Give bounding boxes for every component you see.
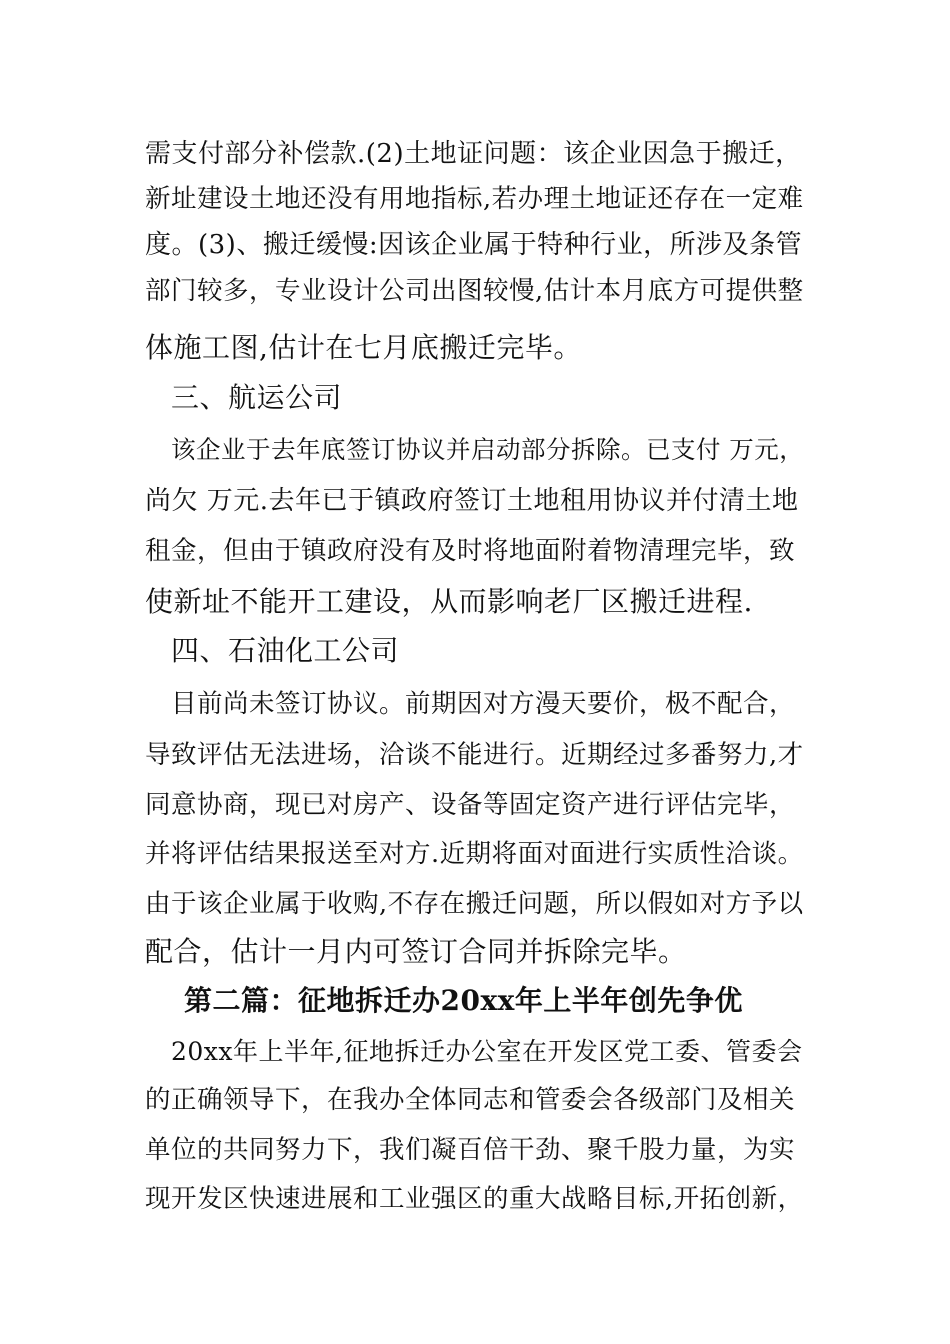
paragraph-line: 尚欠 万元.去年已于镇政府签订土地租用协议并付清土地 <box>145 486 799 516</box>
paragraph-line: 导致评估无法进场，洽谈不能进行。近期经过多番努力,才 <box>145 740 804 770</box>
paragraph-line: 使新址不能开工建设，从而影响老厂区搬迁进程. <box>145 585 753 618</box>
paragraph-line: 租金，但由于镇政府没有及时将地面附着物清理完毕，致 <box>145 536 796 566</box>
paragraph-line: 的正确领导下，在我办全体同志和管委会各级部门及相关 <box>145 1085 796 1115</box>
paragraph-line: 单位的共同努力下，我们凝百倍干劲、聚千股力量，为实 <box>145 1135 796 1165</box>
paragraph-line: 同意协商，现已对房产、设备等固定资产进行评估完毕， <box>145 790 796 820</box>
paragraph-line: 新址建设土地还没有用地指标,若办理土地证还存在一定难 <box>145 184 804 214</box>
paragraph-line: 配合，估计一月内可签订合同并拆除完毕。 <box>145 935 687 968</box>
paragraph-line: 现开发区快速进展和工业强区的重大战略目标,开拓创新， <box>145 1184 804 1214</box>
paragraph-line: 由于该企业属于收购,不存在搬迁问题，所以假如对方予以 <box>145 889 804 919</box>
paragraph-line: 体施工图,估计在七月底搬迁完毕。 <box>145 331 582 364</box>
paragraph-line: 需支付部分补偿款.(2)土地证问题：该企业因急于搬迁， <box>145 139 802 169</box>
paragraph-line: 该企业于去年底签订协议并启动部分拆除。已支付 万元， <box>171 435 805 464</box>
article-title: 第二篇：征地拆迁办20xx年上半年创先争优 <box>184 984 743 1017</box>
paragraph-line: 并将评估结果报送至对方.近期将面对面进行实质性洽谈。 <box>145 839 804 869</box>
paragraph-line: 部门较多，专业设计公司出图较慢,估计本月底方可提供整 <box>145 276 804 306</box>
paragraph-line: 度。(3)、搬迁缓慢:因该企业属于特种行业，所涉及条管 <box>145 230 803 260</box>
paragraph-line: 20xx年上半年,征地拆迁办公室在开发区党工委、管委会 <box>171 1037 803 1066</box>
section-heading-shipping: 三、航运公司 <box>171 381 343 414</box>
section-heading-petrochemical: 四、石油化工公司 <box>171 634 400 667</box>
paragraph-line: 目前尚未签订协议。前期因对方漫天要价，极不配合， <box>171 689 796 719</box>
